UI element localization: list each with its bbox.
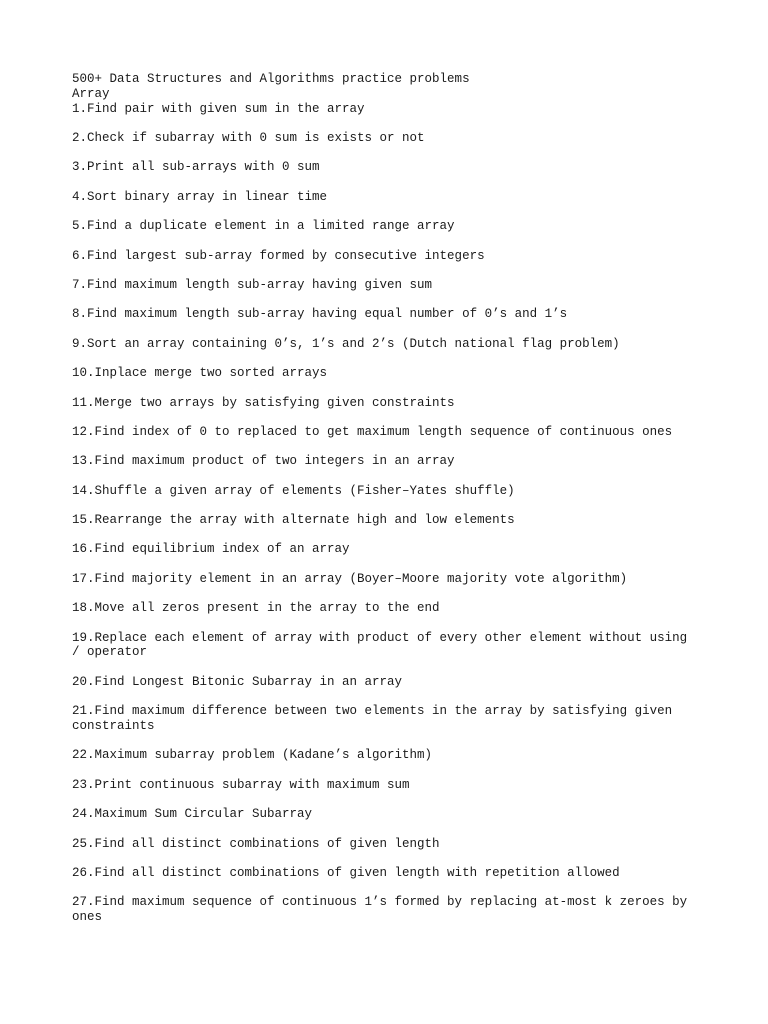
problem-item: 16.Find equilibrium index of an array bbox=[72, 542, 350, 557]
document-body bbox=[72, 72, 702, 940]
problem-item: 1.Find pair with given sum in the array bbox=[72, 101, 365, 116]
problem-item: 13.Find maximum product of two integers in an array bbox=[72, 454, 455, 469]
section-heading-array: Array bbox=[72, 86, 110, 101]
problem-item: 14.Shuffle a given array of elements (Fisher–Yates shuffle) bbox=[72, 483, 515, 498]
problem-list bbox=[72, 102, 702, 925]
problem-item: 24.Maximum Sum Circular Subarray bbox=[72, 807, 313, 822]
problem-item: 11.Merge two arrays by satisfying given constraints bbox=[72, 395, 455, 410]
problem-item: 3.Print all sub-arrays with 0 sum bbox=[72, 160, 320, 175]
problem-item: 18.Move all zeros present in the array to the end bbox=[72, 601, 440, 616]
document-title: 500+ Data Structures and Algorithms practice problems bbox=[72, 72, 470, 86]
problem-item: 12.Find index of 0 to replaced to get maximum length sequence of continuous ones bbox=[72, 424, 673, 439]
problem-item: 15.Rearrange the array with alternate high and low elements bbox=[72, 513, 515, 528]
problem-item: 17.Find majority element in an array (Boyer–Moore majority vote algorithm) bbox=[72, 571, 628, 586]
problem-item: 5.Find a duplicate element in a limited range array bbox=[72, 219, 455, 234]
problem-item: 23.Print continuous subarray with maximum sum bbox=[72, 777, 410, 792]
problem-item: 10.Inplace merge two sorted arrays bbox=[72, 366, 328, 381]
problem-item: 2.Check if subarray with 0 sum is exists or not bbox=[72, 130, 425, 145]
problem-item: 9.Sort an array containing 0’s, 1’s and 2’s (Dutch national flag problem) bbox=[72, 336, 620, 351]
problem-item: 19.Replace each element of array with product of every other element without using / operator bbox=[72, 630, 688, 660]
problem-item: 21.Find maximum difference between two elements in the array by satisfying given constraints bbox=[72, 704, 673, 733]
problem-item: 6.Find largest sub-array formed by consecutive integers bbox=[72, 248, 485, 263]
problem-item: 20.Find Longest Bitonic Subarray in an array bbox=[72, 674, 403, 689]
problem-item: 22.Maximum subarray problem (Kadane’s algorithm) bbox=[72, 748, 433, 763]
problem-item: 27.Find maximum sequence of continuous 1’s formed by replacing at-most k zeroes by ones bbox=[72, 895, 688, 925]
problem-item: 26.Find all distinct combinations of given length with repetition allowed bbox=[72, 865, 620, 880]
problem-item: 8.Find maximum length sub-array having equal number of 0’s and 1’s bbox=[72, 307, 568, 322]
problem-item: 25.Find all distinct combinations of given length bbox=[72, 836, 440, 851]
problem-item: 4.Sort binary array in linear time bbox=[72, 189, 328, 204]
problem-item: 7.Find maximum length sub-array having given sum bbox=[72, 277, 433, 292]
